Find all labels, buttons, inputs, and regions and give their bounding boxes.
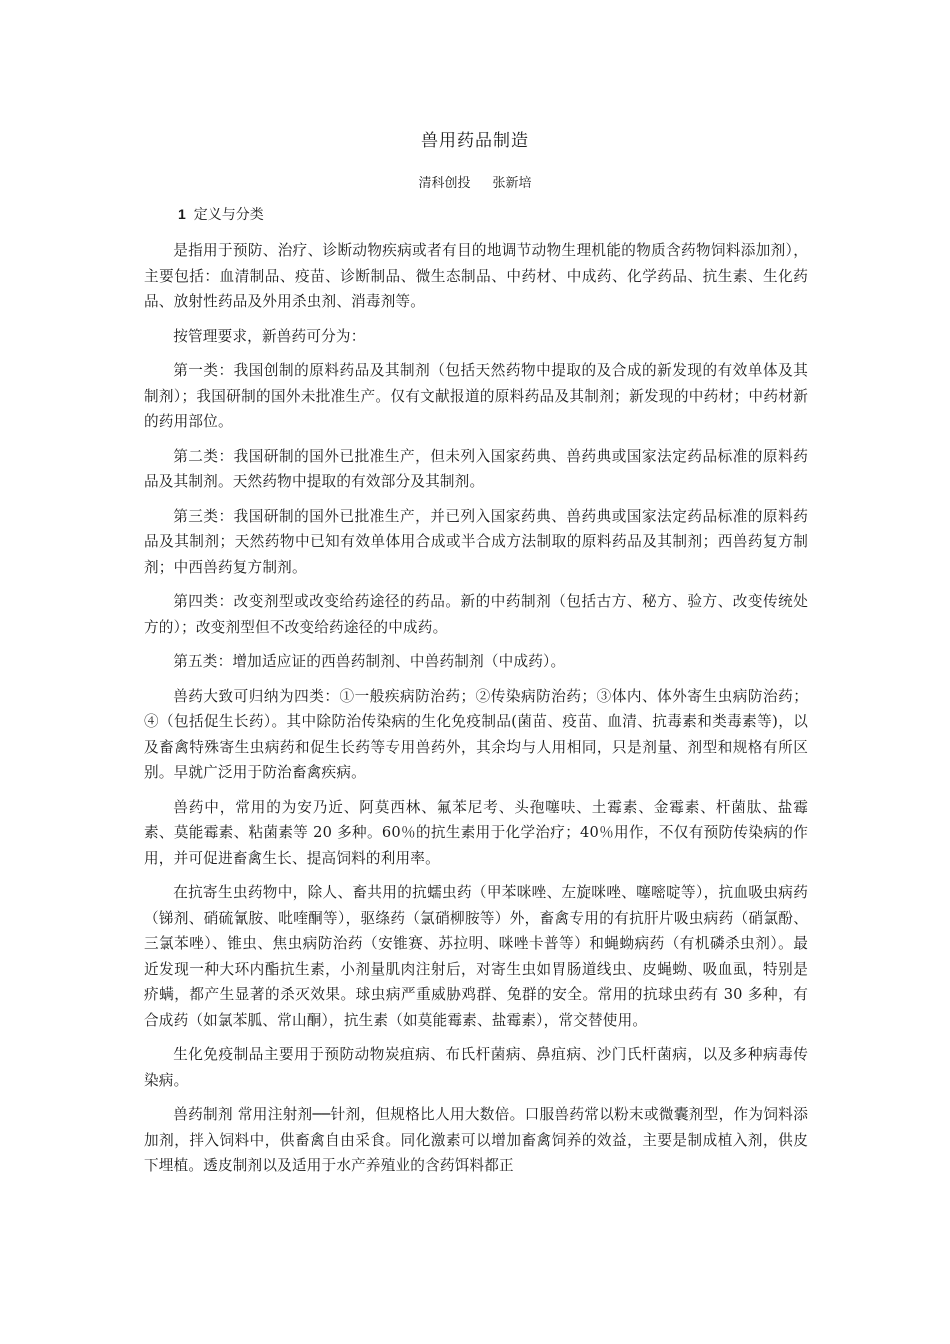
paragraph-four-categories: 兽药大致可归纳为四类：①一般疾病防治药；②传染病防治药；③体内、体外寄生虫病防治药；④（包括促生长药）。其中除防治传染病的生化免疫制品(菌苗、疫苗、血清、抗毒素和类毒素等)，以及畜禽特殊寄生虫病药和促生长药等专用兽药外，其余均与人用相同，只是剂量、剂型和规格有所区别。早就广泛用于防治畜禽疾病。	[144, 687, 808, 781]
document-body	[144, 238, 808, 1188]
paragraph-antiparasitic: 在抗寄生虫药物中，除人、畜共用的抗蠕虫药（甲苯咪唑、左旋咪唑、噻嘧啶等），抗血吸虫病药（锑剂、硝硫氰胺、吡喹酮等），驱绦药（氯硝柳胺等）外，畜禽专用的有抗肝片吸虫病药（硝氯酚、三氯苯唑）、锥虫、焦虫病防治药（安锥赛、苏拉明、咪唑卡普等）和蝇蚴病药（有机磷杀虫剂）。最近发现一种大环内酯抗生素，小剂量肌肉注射后，对寄生虫如胃肠道线虫、皮蝇蚴、吸血虱，特别是疥螨，都产生显著的杀灭效果。球虫病严重威胁鸡群、兔群的安全。常用的抗球虫药有 30 多种，有合成药（如氯苯胍、常山酮），抗生素（如莫能霉素、盐霉素），常交替使用。	[144, 884, 808, 1029]
document-title: 兽用药品制造	[421, 131, 529, 151]
section-number: 1	[178, 206, 186, 222]
author-line	[0, 172, 950, 191]
paragraph-classification-intro: 按管理要求，新兽药可分为：	[173, 327, 366, 345]
paragraph-common-drugs: 兽药中，常用的为安乃近、阿莫西林、氟苯尼考、头孢噻呋、土霉素、金霉素、杆菌肽、盐霉素、莫能霉素、粘菌素等 20 多种。60％的抗生素用于化学治疗；40％用作，不仅有预防传染病的作用，并可促进畜禽生长、提高饲料的利用率。	[144, 798, 808, 867]
paragraph-class-two: 第二类：我国研制的国外已批准生产，但未列入国家药典、兽药典或国家法定药品标准的原料药品及其制剂。天然药物中提取的有效部分及其制剂。	[144, 447, 808, 490]
paragraph-definition: 是指用于预防、治疗、诊断动物疾病或者有目的地调节动物生理机能的物质含药物饲料添加剂），主要包括：血清制品、疫苗、诊断制品、微生态制品、中药材、中成药、化学药品、抗生素、生化药品、放射性药品及外用杀虫剂、消毒剂等。	[144, 242, 808, 310]
section-heading	[178, 204, 264, 224]
author-organization: 清科创投	[418, 176, 471, 191]
paragraph-class-one: 第一类：我国创制的原料药品及其制剂（包括天然药物中提取的及合成的新发现的有效单体及其制剂）；我国研制的国外未批准生产。仅有文献报道的原料药品及其制剂；新发现的中药材；中药材新的药用部位。	[144, 362, 808, 430]
paragraph-biochemical-immune: 生化免疫制品主要用于预防动物炭疽病、布氏杆菌病、鼻疽病、沙门氏杆菌病，以及多种病毒传染病。	[144, 1046, 808, 1089]
paragraph-class-five: 第五类：增加适应证的西兽药制剂、中兽药制剂（中成药）。	[173, 653, 566, 670]
paragraph-class-four: 第四类：改变剂型或改变给药途径的药品。新的中药制剂（包括古方、秘方、验方、改变传统处方的）；改变剂型但不改变给药途径的中成药。	[144, 593, 808, 636]
paragraph-formulations: 兽药制剂 常用注射剂──针剂，但规格比人用大数倍。口服兽药常以粉末或微囊剂型，作为饲料添加剂，拌入饲料中，供畜禽自由采食。同化激素可以增加畜禽饲养的效益，主要是制成植入剂，供皮下埋植。透皮制剂以及适用于水产养殖业的含药饵料都正	[144, 1106, 808, 1174]
author-name: 张新培	[492, 176, 532, 191]
paragraph-class-three: 第三类：我国研制的国外已批准生产，并已列入国家药典、兽药典或国家法定药品标准的原料药品及其制剂；天然药物中已知有效单体用合成或半合成方法制取的原料药品及其制剂；西兽药复方制剂；中西兽药复方制剂。	[144, 507, 808, 576]
section-title: 定义与分类	[193, 207, 264, 223]
